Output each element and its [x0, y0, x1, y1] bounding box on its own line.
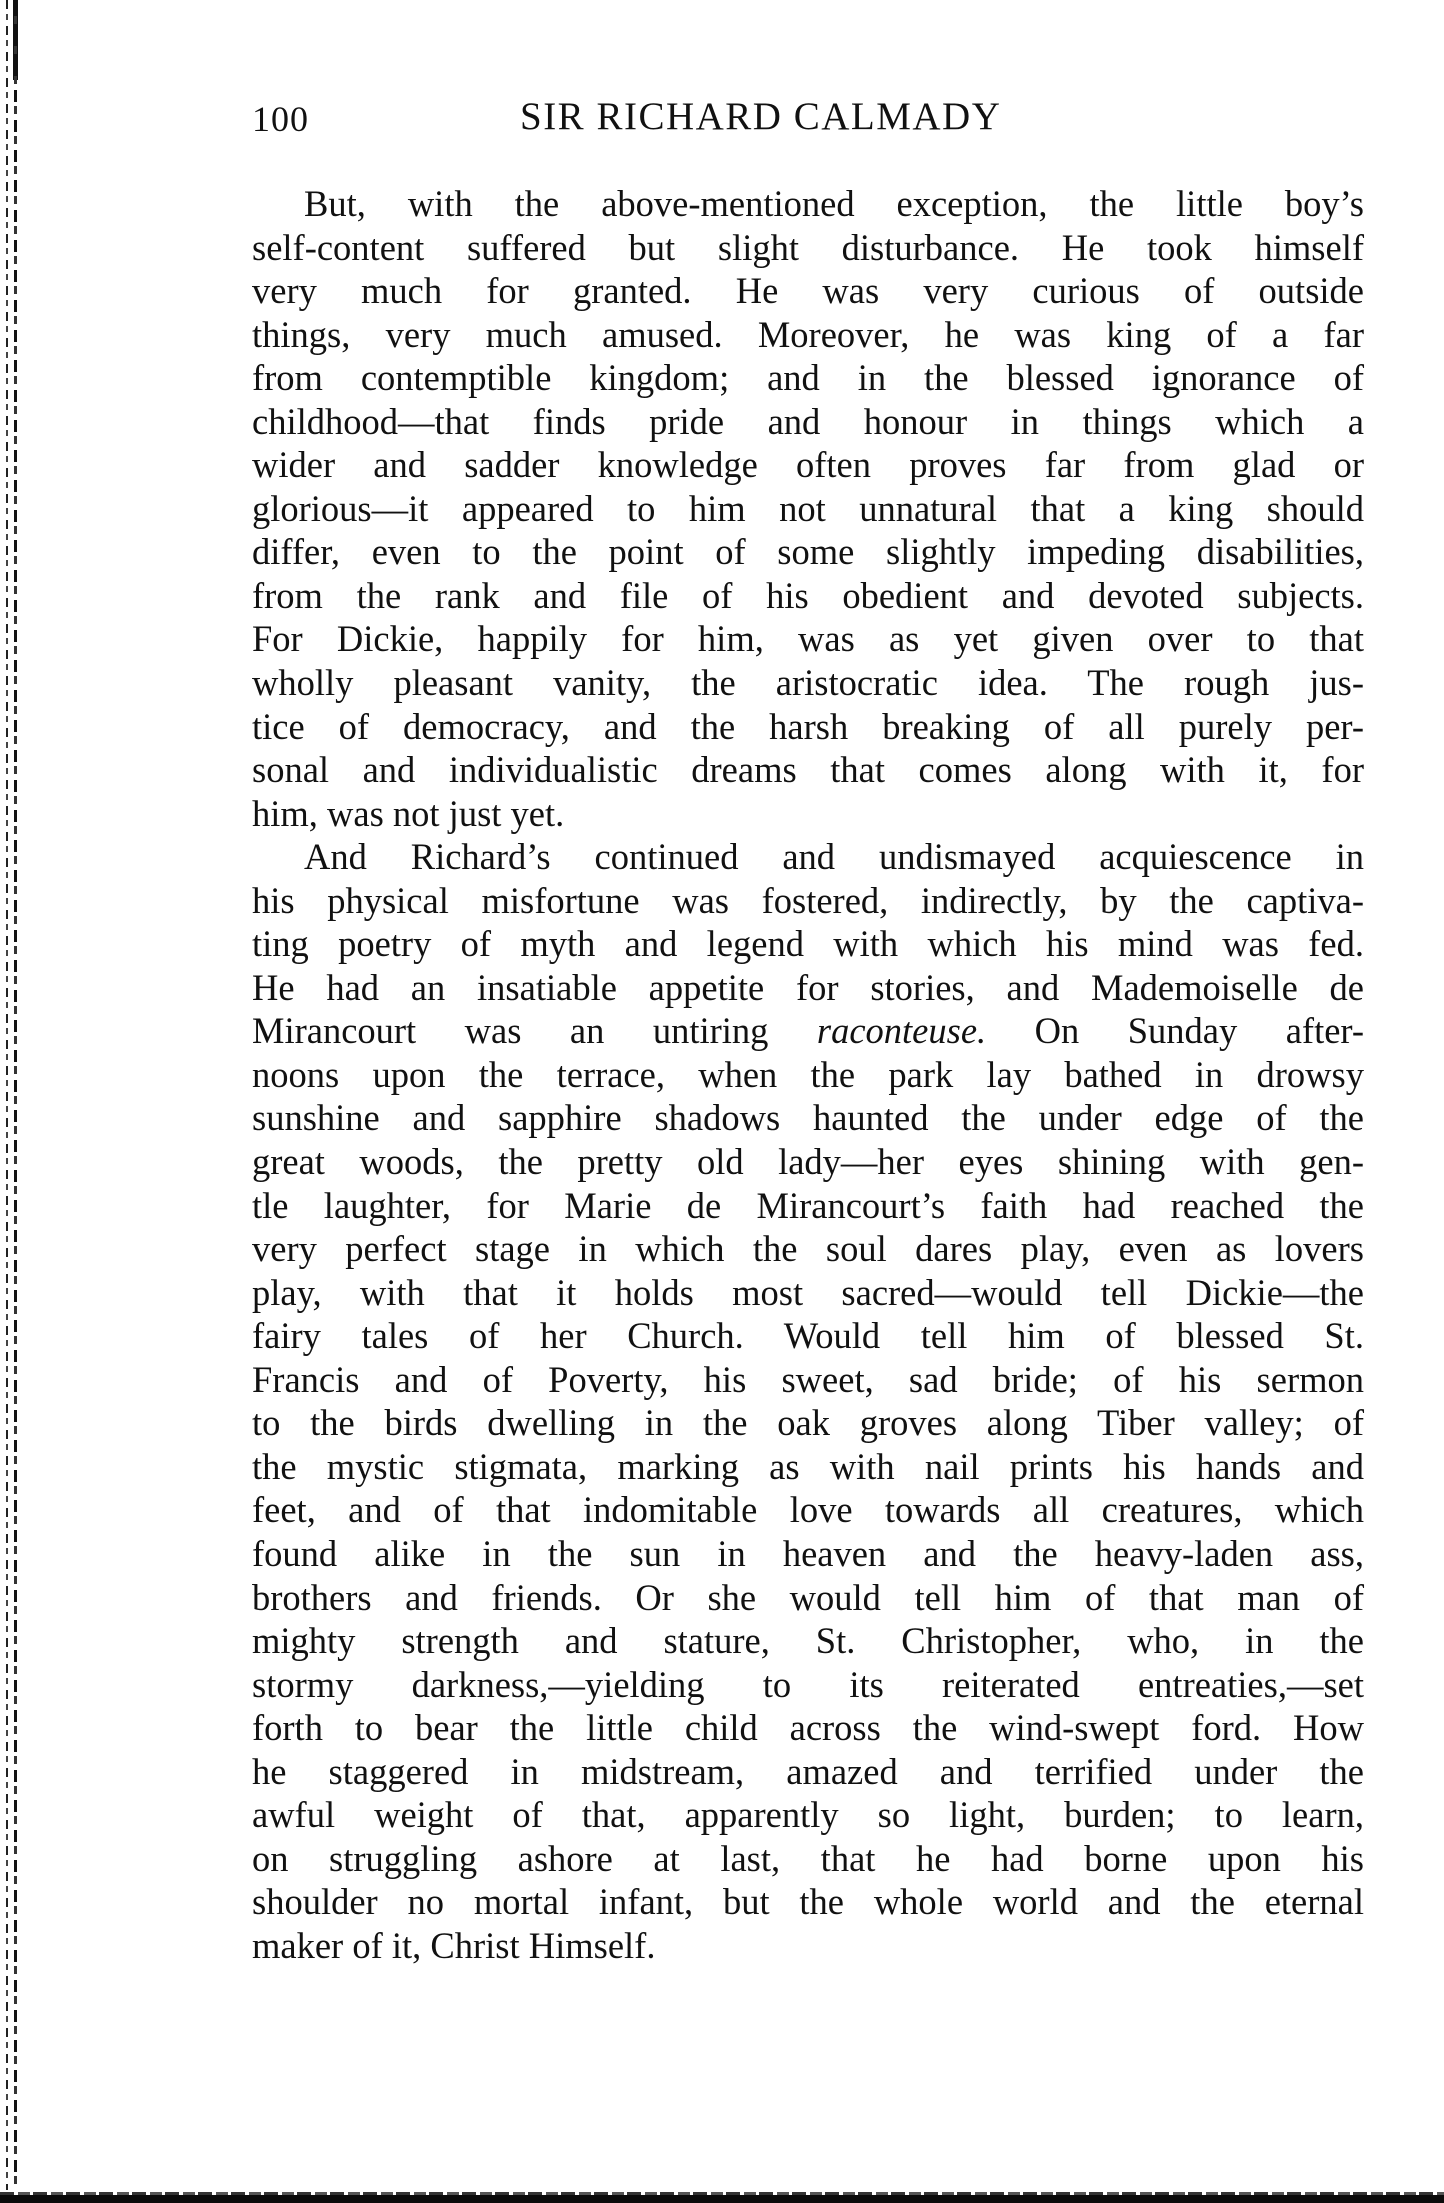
text-line: his physical misfortune was fostered, indirectly, by the captiva- — [252, 879, 1364, 921]
text-line: very perfect stage in which the soul dares play, even as lovers — [252, 1228, 1364, 1270]
text-line: the mystic stigmata, marking as with nail prints his hands and — [252, 1445, 1364, 1487]
book-page — [252, 90, 1364, 1966]
text-line: For Dickie, happily for him, was as yet given over to that — [252, 618, 1364, 660]
text-line: He had an insatiable appetite for stories, and Mademoiselle de — [252, 966, 1364, 1008]
paragraph-2 — [252, 835, 1364, 1967]
text-line: sunshine and sapphire shadows haunted the under edge of the — [252, 1097, 1364, 1139]
text-line: ting poetry of myth and legend with which his mind was fed. — [252, 923, 1364, 965]
text-line: sonal and individualistic dreams that comes along with it, for — [252, 749, 1364, 791]
text-line: very much for granted. He was very curious of outside — [252, 270, 1364, 312]
body-text — [252, 182, 1364, 1967]
text-line: brothers and friends. Or she would tell him of that man of — [252, 1576, 1364, 1618]
text-line: to the birds dwelling in the oak groves along Tiber valley; of — [252, 1402, 1364, 1444]
text-line: tice of democracy, and the harsh breaking of all purely per- — [252, 705, 1364, 747]
italic-word: raconteuse. — [816, 1010, 987, 1052]
text-line: differ, even to the point of some slightly impeding disabilities, — [252, 531, 1364, 573]
text-line: stormy darkness,—yielding to its reiterated entreaties,—set — [252, 1663, 1364, 1705]
text-line: self-content suffered but slight disturbance. He took himself — [252, 226, 1364, 268]
text-line-with-italic — [252, 1009, 1364, 1053]
text-line: childhood—that finds pride and honour in things which a — [252, 400, 1364, 442]
running-title: SIR RICHARD CALMADY — [520, 95, 1002, 138]
text-line: And Richard’s continued and undismayed acquiescence in — [304, 836, 1364, 878]
page-number: 100 — [252, 99, 309, 139]
text-line: on struggling ashore at last, that he had borne upon his — [252, 1837, 1364, 1879]
text-line: from contemptible kingdom; and in the blessed ignorance of — [252, 357, 1364, 399]
text-line: wholly pleasant vanity, the aristocratic idea. The rough jus- — [252, 662, 1364, 704]
scan-left-edge — [0, 0, 20, 2190]
text-line: feet, and of that indomitable love towards all creatures, which — [252, 1489, 1364, 1531]
text-line: mighty strength and stature, St. Christopher, who, in the — [252, 1620, 1364, 1662]
text-line: fairy tales of her Church. Would tell him of blessed St. — [252, 1315, 1364, 1357]
text-segment: On Sunday after- — [986, 1010, 1364, 1052]
text-line: But, with the above-mentioned exception, the little boy’s — [304, 183, 1364, 224]
text-line: he staggered in midstream, amazed and terrified under the — [252, 1750, 1364, 1792]
text-line: Francis and of Poverty, his sweet, sad bride; of his sermon — [252, 1358, 1364, 1400]
text-line: him, was not just yet. — [252, 792, 565, 834]
text-line: shoulder no mortal infant, but the whole world and the eternal — [252, 1881, 1364, 1923]
scan-edge-line — [6, 0, 8, 2190]
scan-bottom-edge — [0, 2195, 1444, 2203]
text-line: awful weight of that, apparently so light, burden; to learn, — [252, 1794, 1364, 1836]
text-line: from the rank and file of his obedient and devoted subjects. — [252, 574, 1364, 616]
text-line: glorious—it appeared to him not unnatural that a king should — [252, 487, 1364, 529]
text-line: found alike in the sun in heaven and the heavy-laden ass, — [252, 1532, 1364, 1574]
text-line: great woods, the pretty old lady—her eyes shining with gen- — [252, 1141, 1364, 1183]
text-line: play, with that it holds most sacred—would tell Dickie—the — [252, 1271, 1364, 1313]
paragraph-1 — [252, 182, 1364, 835]
text-line: noons upon the terrace, when the park lay bathed in drowsy — [252, 1053, 1364, 1095]
text-line: wider and sadder knowledge often proves far from glad or — [252, 444, 1364, 486]
text-line: tle laughter, for Marie de Mirancourt’s faith had reached the — [252, 1184, 1364, 1226]
text-line: maker of it, Christ Himself. — [252, 1924, 656, 1966]
scan-edge-line — [14, 0, 17, 2190]
text-segment: Mirancourt was an untiring — [252, 1010, 817, 1052]
text-line: things, very much amused. Moreover, he was king of a far — [252, 313, 1364, 355]
text-line: forth to bear the little child across the wind-swept ford. How — [252, 1707, 1364, 1749]
running-head — [252, 90, 1364, 150]
